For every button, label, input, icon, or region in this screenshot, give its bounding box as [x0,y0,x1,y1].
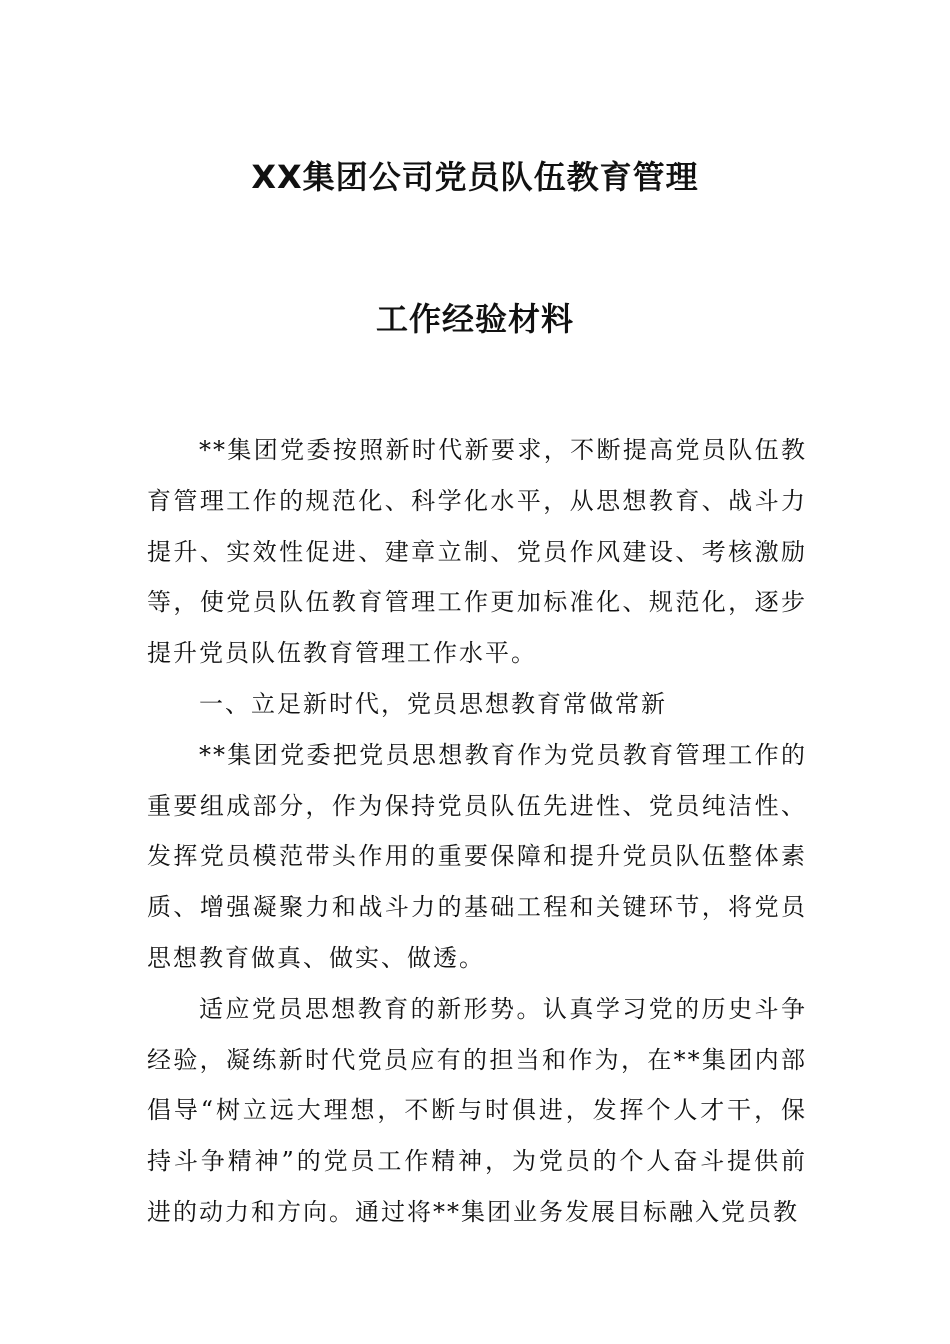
document-title-line-2: 工作经验材料 [375,300,574,338]
document-body [147,425,807,1238]
paragraph-thought-education: **集团党委把党员思想教育作为党员教育管理工作的重要组成部分，作为保持党员队伍先进性、党员纯洁性、发挥党员模范带头作用的重要保障和提升党员队伍整体素质、增强凝聚力和战斗力的基础工程和关键环节，将党员思想教育做真、做实、做透。 [147,740,807,972]
paragraph-intro: **集团党委按照新时代新要求，不断提高党员队伍教育管理工作的规范化、科学化水平，从思想教育、战斗力提升、实效性促进、建章立制、党员作风建设、考核激励等，使党员队伍教育管理工作更加标准化、规范化，逐步提升党员队伍教育管理工作水平。 [147,436,807,668]
document-title-line-1: XX集团公司党员队伍教育管理 [251,158,699,196]
section-heading-1: 一、立足新时代，党员思想教育常做常新 [199,689,667,718]
paragraph-new-situation: 适应党员思想教育的新形势。认真学习党的历史斗争经验，凝练新时代党员应有的担当和作为，在**集团内部倡导“树立远大理想，不断与时俱进，发挥个人才干，保持斗争精神”的党员工作精神，为党员的个人奋斗提供前进的动力和方向。通过将**集团业务发展目标融入党员教 [147,994,807,1226]
